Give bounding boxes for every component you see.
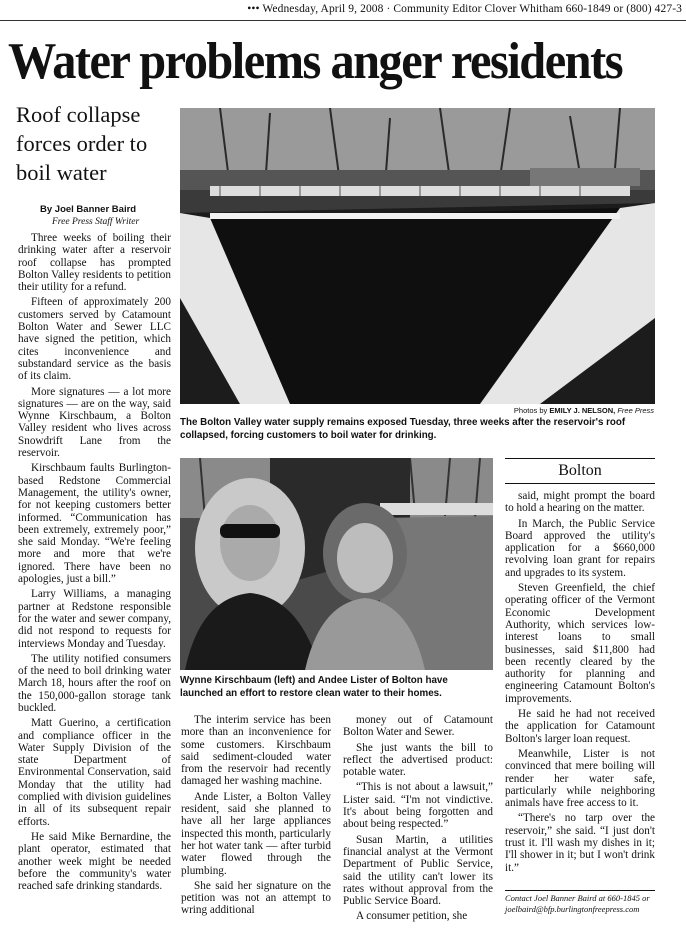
column-2 (181, 714, 331, 920)
byline-role: Free Press Staff Writer (52, 217, 140, 227)
reservoir-caption: The Bolton Valley water supply remains exposed Tuesday, three weeks after the reservoir's roof collapsed, forcing customers to boil water for drinking. (180, 417, 626, 441)
article-paragraph: The utility notified consumers of the need to boil drinking water March 18, hours after the roof on the 150,000-gallon storage tank buckled. (18, 652, 171, 714)
bolton-heading: Bolton (505, 458, 655, 484)
folio-rule (0, 20, 686, 21)
reservoir-photo (180, 108, 655, 404)
article-paragraph: Meanwhile, Lister is not convinced that mere boiling will render her water safe, particularly while neighboring animals have free access to it. (505, 747, 655, 810)
headline: Water problems anger residents (8, 33, 623, 90)
column-4 (505, 490, 655, 877)
article-paragraph: In March, the Public Service Board approved the utility's application for a $660,000 revolving loan grant for repairs and upgrades to its system. (505, 517, 655, 579)
article-paragraph: “There's no tarp over the reservoir,” she said. “I just don't trust it. I'll wash my dishes in it; I'll shower in it; but I won't drink it.” (505, 812, 655, 874)
article-paragraph: More signatures — a lot more signatures — are on the way, said Wynne Kirschbaum, a Bolton Valley resident who lives across Snowdrift Lane from the reservoir. (18, 385, 171, 460)
column-3 (343, 714, 493, 926)
article-paragraph: Susan Martin, a utilities financial analyst at the Vermont Department of Public Service, said the utility can't lower its rates without approval from the Public Service Board. (343, 833, 493, 908)
article-paragraph: said, might prompt the board to hold a hearing on the matter. (505, 490, 655, 515)
residents-caption: Wynne Kirschbaum (left) and Andee Lister of Bolton have launched an effort to restore clean water to their homes. (180, 675, 448, 699)
article-paragraph: money out of Catamount Bolton Water and Sewer. (343, 714, 493, 739)
article-paragraph: He said he had not received the application for Catamount Bolton's larger loan request. (505, 708, 655, 745)
article-paragraph: He said Mike Bernardine, the plant operator, estimated that another week might be needed before the community's water reached safe drinking standards. (18, 830, 171, 893)
credit-name: EMILY J. NELSON, (549, 406, 616, 415)
article-paragraph: She just wants the bill to reflect the advertised product: potable water. (343, 741, 493, 779)
photo-credit (400, 406, 654, 415)
credit-org: Free Press (617, 406, 654, 415)
article-paragraph: Matt Guerino, a certification and compliance officer in the Water Supply Division of the state Department of Environmental Conservation, said Monday that the utility had complied with division guidelines in all of its subsequent repair efforts. (18, 717, 171, 828)
article-paragraph: The interim service has been more than an inconvenience for some customers. Kirschbaum said sediment-clouded water from the reservoir had recently damaged her washing machine. (181, 714, 331, 788)
deck-headline: Roof collapse forces order to boil water (16, 102, 148, 185)
article-paragraph: “This is not about a lawsuit,” Lister said. “I'm not vindictive. It's about being forgotten and about being respected.” (343, 781, 493, 831)
column-1 (18, 232, 171, 895)
article-paragraph: Fifteen of approximately 200 customers served by Catamount Bolton Water and Sewer LLC have signed the petition, which cites inconvenience and substandard service as the basis of its claim. (18, 296, 171, 383)
article-paragraph: She said her signature on the petition was not an attempt to wring additional (181, 879, 331, 917)
article-paragraph: A consumer petition, she (356, 910, 468, 923)
folio-line: ••• Wednesday, April 9, 2008 · Community Editor Clover Whitham 660-1849 or (800) 427-3 (247, 3, 682, 15)
article-paragraph: Larry Williams, a managing partner at Redstone responsible for the water and sewer company, did not respond to requests for interviews Monday and Tuesday. (18, 588, 171, 650)
byline: By Joel Banner Baird (40, 204, 137, 215)
residents-photo (180, 458, 493, 670)
contact-info: Contact Joel Banner Baird at 660-1845 or joelbaird@bfp.burlingtonfreepress.com (505, 890, 655, 915)
article-paragraph: Ande Lister, a Bolton Valley resident, said she planned to have all her large appliances inspected this month, particularly her hot water tank — after turbid water flowed through the plumbing. (181, 790, 331, 877)
article-paragraph: Kirschbaum faults Burlington-based Redstone Commercial Management, the utility's owner, for not keeping customers better informed. “Communication has been extremely, extremely poor,” she said Monday. “We're feeling more and more that we're ignored. There have been no apologies, just a bill.” (18, 462, 171, 586)
credit-prefix: Photos by (513, 406, 548, 415)
article-paragraph: Three weeks of boiling their drinking water after a reservoir roof collapse has prompted Bolton Valley residents to petition their utility for a refund. (18, 232, 171, 294)
article-paragraph: Steven Greenfield, the chief operating officer of the Vermont Economic Development Authority, which services low-interest loans to small businesses, said $11,800 had been recently cleared by the authority for planning and engineering Catamount Bolton's improvements. (505, 582, 655, 705)
